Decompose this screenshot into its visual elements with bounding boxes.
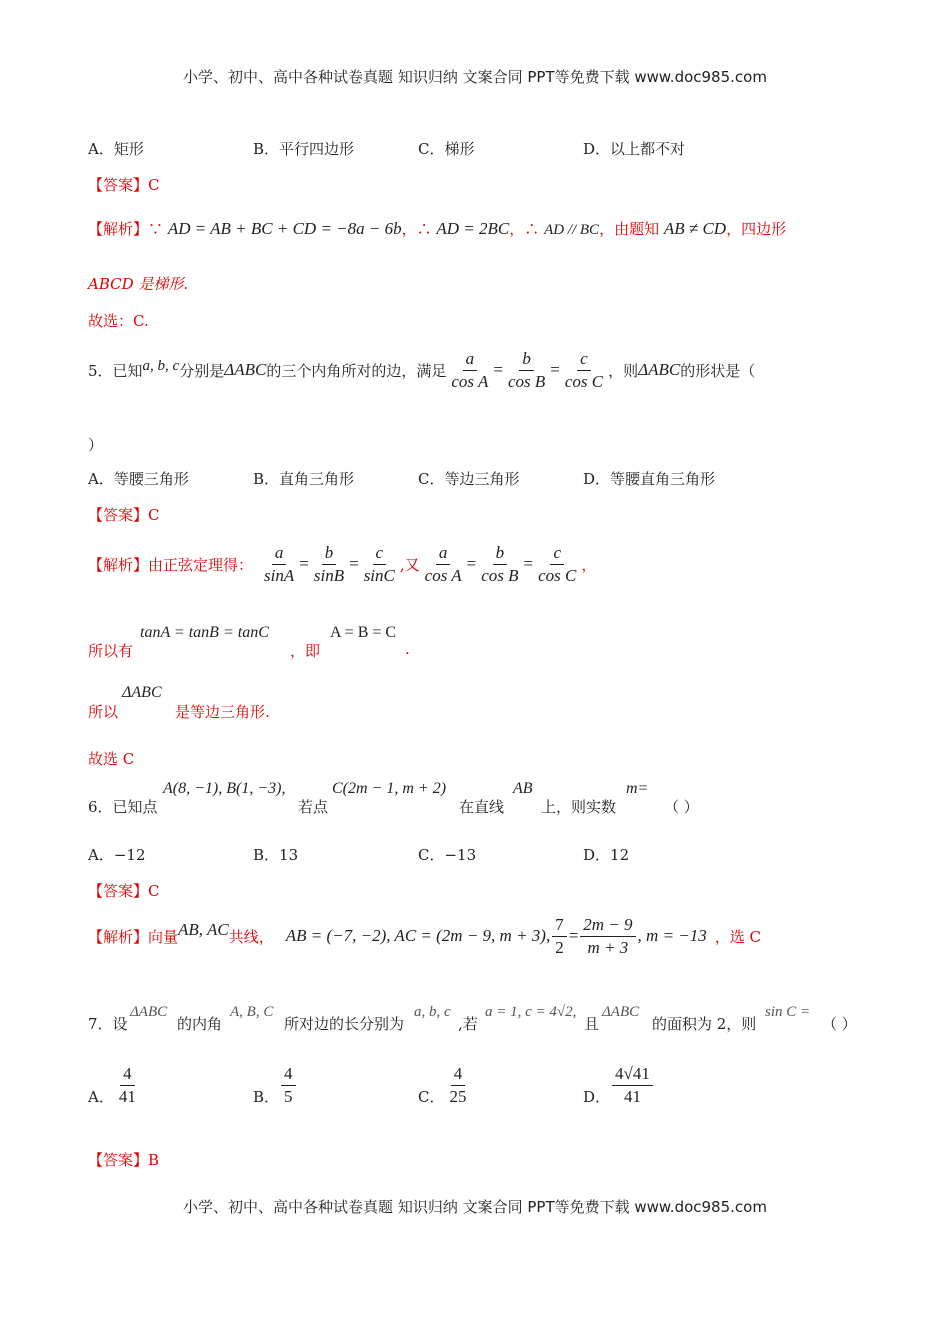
q6-answer bbox=[88, 880, 160, 901]
option-fraction: $\frac{4}{5}$ bbox=[281, 1065, 296, 1106]
q4-eq-sum: AD = AB + BC + CD = −8a − 6b bbox=[167, 219, 402, 238]
answer-value: B bbox=[148, 1151, 160, 1169]
q5-answer bbox=[88, 504, 160, 525]
therefore: ，∴ bbox=[509, 220, 540, 238]
q5-vars: a, b, c bbox=[142, 357, 180, 374]
q5-option-c: C．等边三角形 bbox=[418, 470, 520, 488]
q7-given: a = 1, c = 4√2, bbox=[485, 1004, 577, 1020]
q7-text: 且 bbox=[584, 1015, 600, 1033]
q5-tan-eq: tanA = tanB = tanC bbox=[140, 624, 269, 641]
analysis-tag: 【解析】 bbox=[88, 555, 149, 574]
q7-triangle: ΔABC bbox=[130, 1004, 168, 1020]
analysis-tag: 【解析】 bbox=[88, 220, 149, 238]
q4-eq-neq: AB ≠ CD bbox=[663, 219, 727, 238]
therefore: ，∴ bbox=[401, 220, 432, 238]
because-symbol: ∵ bbox=[148, 220, 164, 238]
analysis-tag: 【解析】 bbox=[88, 927, 149, 946]
q5-abc-eq: A = B = C bbox=[330, 624, 397, 641]
q6-choose: ，选 C bbox=[714, 927, 762, 946]
q5-frac-b: $\frac{b}{\text{cos B}}$ bbox=[507, 348, 546, 391]
option-label: A． bbox=[88, 1088, 114, 1106]
q5-frac-a: $\frac{a}{\text{cos A}}$ bbox=[451, 348, 489, 391]
q4-text: ，四边形 bbox=[726, 220, 787, 238]
q7-number: 7．设 bbox=[88, 1015, 128, 1033]
q4-analysis-line2: ABCD 是梯形. bbox=[88, 275, 189, 293]
q6-vec-eq: AB = (−7, −2), AC = (2m − 9, m + 3), bbox=[285, 926, 551, 945]
q7-triangle: ΔABC bbox=[602, 1004, 640, 1020]
answer-value: C bbox=[148, 176, 160, 194]
option-label: C． bbox=[418, 1088, 445, 1106]
q7-text: 的面积为 2，则 bbox=[652, 1015, 757, 1033]
q4-analysis bbox=[88, 218, 786, 239]
q6-number: 6．已知点 bbox=[88, 798, 158, 816]
q6-frac2: $\frac{2m - 9}{m + 3}$ bbox=[580, 916, 635, 957]
q5-triangle: ΔABC bbox=[224, 360, 267, 379]
q5-line3-prefix: 所以 bbox=[88, 703, 119, 721]
q7-option-c bbox=[418, 1064, 471, 1107]
q7-sinc: sin C = bbox=[765, 1004, 811, 1020]
answer-tag: 【答案】 bbox=[88, 506, 149, 524]
q6-text: 共线， bbox=[228, 927, 274, 946]
page-header: 小学、初中、高中各种试卷真题 知识归纳 文案合同 PPT等免费下载 www.doc985.com bbox=[183, 68, 767, 86]
option-fraction: $\frac{4}{25}$ bbox=[449, 1064, 467, 1106]
q6-option-c: C．−13 bbox=[418, 846, 477, 864]
q4-option-d: D．以上都不对 bbox=[583, 140, 686, 158]
answer-value: C bbox=[148, 506, 160, 524]
answer-tag: 【答案】 bbox=[88, 1151, 149, 1169]
q6-m: m= bbox=[626, 780, 649, 797]
q6-analysis: 【解析】 向量 AB, AC 共线， AB = (−7, −2), AC = (2m − 9, m + 3), $\frac{7}{2}$ = $\frac{2m - 9}{m + 3}$ , m = −13 ，选 C bbox=[88, 914, 762, 957]
option-label: B． bbox=[253, 1088, 280, 1106]
q5-option-d: D．等腰直角三角形 bbox=[583, 470, 716, 488]
q6-option-b: B．13 bbox=[253, 846, 299, 864]
q5-option-a: A．等腰三角形 bbox=[88, 470, 189, 488]
q5-line3-suffix: 是等边三角形. bbox=[175, 703, 270, 721]
q6-frac1: $\frac{7}{2}$ bbox=[552, 916, 567, 957]
q4-option-a: A．矩形 bbox=[88, 140, 144, 158]
q7-sides: a, b, c bbox=[414, 1004, 451, 1020]
option-fraction: $\frac{4√41}{41}$ bbox=[612, 1065, 653, 1106]
q7-text: 的内角 bbox=[177, 1015, 223, 1033]
q6-vecs: AB, AC bbox=[178, 920, 229, 939]
q6-option-d: D．12 bbox=[583, 846, 630, 864]
q7-angles: A, B, C bbox=[230, 1004, 274, 1020]
q6-text: 若点 bbox=[298, 798, 329, 816]
q6-text: 上，则实数 bbox=[541, 798, 617, 816]
q4-eq-ad: AD = 2BC bbox=[436, 219, 510, 238]
q4-conclusion: 故选：C. bbox=[88, 312, 149, 330]
q6-m-value: , m = −13 bbox=[637, 926, 707, 945]
q4-eq-parallel: AD // BC bbox=[544, 222, 600, 238]
q5-frac-c: $\frac{c}{\text{cos C}}$ bbox=[564, 348, 604, 391]
q7-text: ,若 bbox=[458, 1015, 478, 1033]
q7-option-a bbox=[88, 1064, 141, 1107]
q6-paren: （ ） bbox=[664, 798, 699, 816]
q6-text: 在直线 bbox=[459, 798, 505, 816]
q5-line3-tri: ΔABC bbox=[122, 684, 162, 701]
q5-sin-frac-c: $\frac{c}{\sin C}$ bbox=[363, 542, 395, 585]
q5-option-b: B．直角三角形 bbox=[253, 470, 355, 488]
q6-points: A(8, −1), B(1, −3), bbox=[163, 780, 286, 797]
q5-tan-label: 所以有 bbox=[88, 642, 134, 660]
q5-you: ,又 bbox=[399, 555, 420, 574]
q6-ab: AB bbox=[513, 780, 533, 797]
q6-point-c: C(2m − 1, m + 2) bbox=[332, 780, 447, 797]
option-fraction: $\frac{4}{41}$ bbox=[118, 1064, 136, 1106]
q5-analysis-text: 由正弦定理得： bbox=[148, 555, 254, 574]
q5-sin-frac-a: $\frac{a}{\sin A}$ bbox=[264, 542, 295, 585]
option-label: D． bbox=[583, 1088, 611, 1106]
page-footer: 小学、初中、高中各种试卷真题 知识归纳 文案合同 PPT等免费下载 www.doc985.com bbox=[183, 1198, 767, 1216]
q5-analysis: 【解析】 由正弦定理得： $\frac{a}{\sin A}$ = $\frac{b}{\sin B}$ = $\frac{c}{\sin C}$ ,又 $\frac{a}{\text{cos A}}$ = $\frac{b}{\text{cos B}}$ = $\frac{c}{\text{cos C}}$ ， bbox=[88, 542, 597, 585]
q6-text: 向量 bbox=[148, 927, 179, 946]
answer-tag: 【答案】 bbox=[88, 176, 149, 194]
q5-close-paren: ） bbox=[88, 436, 104, 454]
q5-cos-frac-a: $\frac{a}{\text{cos A}}$ bbox=[424, 542, 462, 585]
q5-text: 的三个内角所对的边，满足 bbox=[266, 361, 447, 380]
q5-cos-frac-b: $\frac{b}{\text{cos B}}$ bbox=[481, 542, 519, 585]
q4-text: ，由题知 bbox=[599, 220, 660, 238]
q5-text: 分别是 bbox=[179, 361, 225, 380]
q5-ji: ，即 bbox=[290, 642, 321, 660]
q7-text: 所对边的长分别为 bbox=[284, 1015, 405, 1033]
answer-tag: 【答案】 bbox=[88, 882, 149, 900]
q6-option-a: A．−12 bbox=[88, 846, 146, 864]
q5-text: ，则 bbox=[608, 361, 639, 380]
q5-text: 的形状是（ bbox=[680, 361, 756, 380]
q7-paren: （ ） bbox=[822, 1015, 857, 1033]
q4-option-b: B．平行四边形 bbox=[253, 140, 355, 158]
answer-value: C bbox=[148, 882, 160, 900]
q7-answer bbox=[88, 1149, 159, 1170]
q5-number: 5．已知 bbox=[88, 361, 143, 380]
q4-option-c: C．梯形 bbox=[418, 140, 475, 158]
q5-cos-frac-c: $\frac{c}{\text{cos C}}$ bbox=[538, 542, 577, 585]
q7-option-d bbox=[583, 1064, 655, 1107]
q5-triangle: ΔABC bbox=[638, 360, 681, 379]
q5-comma: ， bbox=[581, 555, 597, 574]
q5-conclusion: 故选 C bbox=[88, 750, 135, 768]
q5-sin-frac-b: $\frac{b}{\sin B}$ bbox=[313, 542, 345, 585]
q5-dot: . bbox=[405, 640, 410, 658]
q7-option-b bbox=[253, 1064, 298, 1107]
q5-stem: 5．已知 a, b, c 分别是 ΔABC 的三个内角所对的边，满足 $\frac{a}{\text{cos A}}$ = $\frac{b}{\text{cos B}}$ = $\frac{c}{\text{cos C}}$ ，则 ΔABC 的形状是（ bbox=[88, 348, 756, 391]
q4-answer bbox=[88, 174, 160, 195]
